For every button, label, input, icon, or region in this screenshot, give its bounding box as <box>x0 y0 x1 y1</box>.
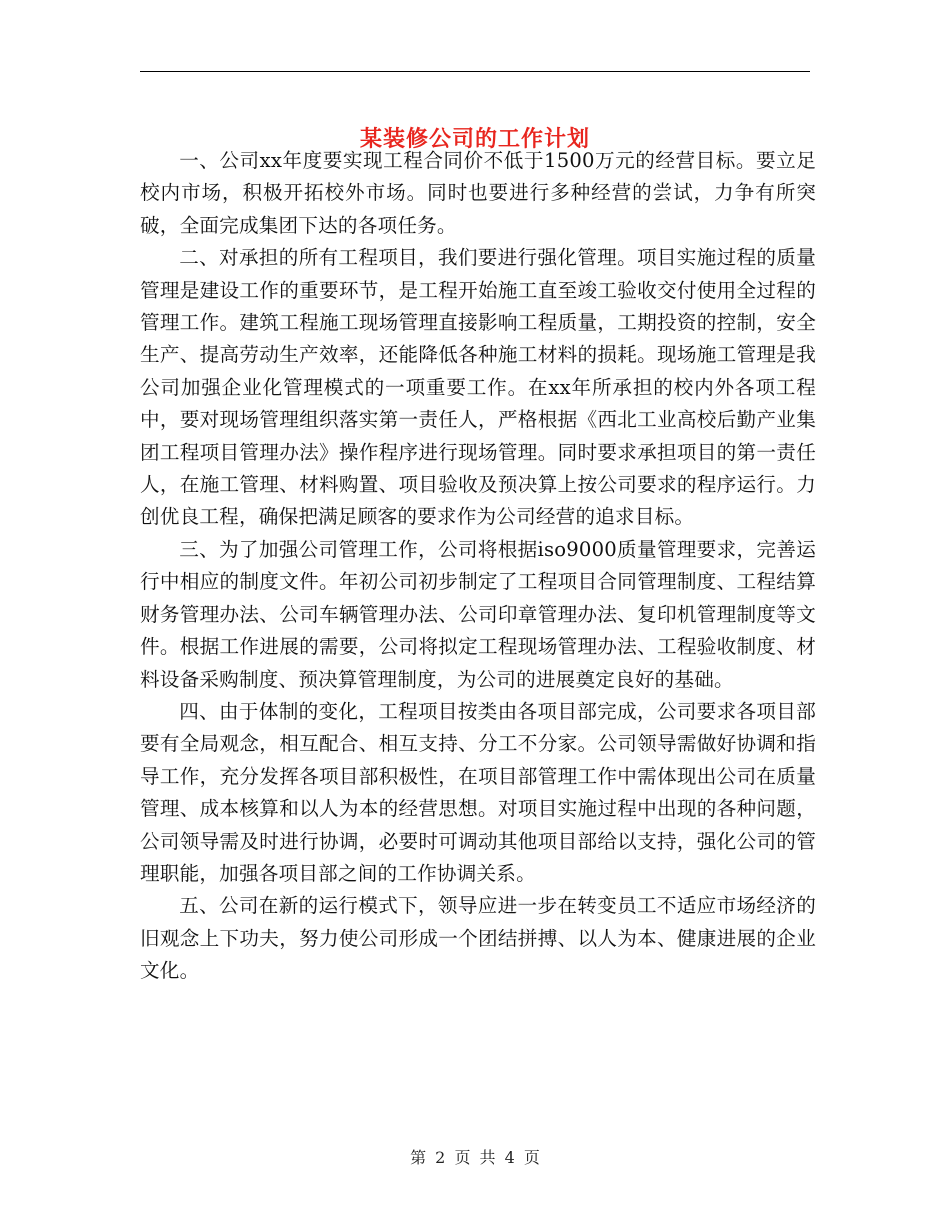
paragraph-1: 一、公司xx年度要实现工程合同价不低于1500万元的经营目标。要立足校内市场，积极开拓校外市场。同时也要进行多种经营的尝试，力争有所突破，全面完成集团下达的各项任务。 <box>140 149 816 237</box>
header-rule <box>140 71 810 72</box>
paragraph-5: 五、公司在新的运行模式下，领导应进一步在转变员工不适应市场经济的旧观念上下功夫，努力使公司形成一个团结拼搏、以人为本、健康进展的企业文化。 <box>140 894 816 983</box>
document-body <box>140 145 816 988</box>
document-title: 某装修公司的工作计划 <box>359 125 590 152</box>
paragraph-4: 四、由于体制的变化，工程项目按类由各项目部完成，公司要求各项目部要有全局观念，相互配合、相互支持、分工不分家。公司领导需做好协调和指导工作，充分发挥各项目部积极性，在项目部管理工作中需体现出公司在质量管理、成本核算和以人为本的经营思想。对项目实施过程中出现的各种问题，公司领导需及时进行协调，必要时可调动其他项目部给以支持，强化公司的管理职能，加强各项目部之间的工作协调关系。 <box>140 699 816 885</box>
paragraph-2: 二、对承担的所有工程项目，我们要进行强化管理。项目实施过程的质量管理是建设工作的重要环节，是工程开始施工直至竣工验收交付使用全过程的管理工作。建筑工程施工现场管理直接影响工程质量，工期投资的控制，安全生产、提高劳动生产效率，还能降低各种施工材料的损耗。现场施工管理是我公司加强企业化管理模式的一项重要工作。在xx年所承担的校内外各项工程中，要对现场管理组织落实第一责任人，严格根据《西北工业高校后勤产业集团工程项目管理办法》操作程序进行现场管理。同时要求承担项目的第一责任人，在施工管理、材料购置、项目验收及预决算上按公司要求的程序运行。力创优良工程，确保把满足顾客的要求作为公司经营的追求目标。 <box>140 246 816 529</box>
paragraph-3: 三、为了加强公司管理工作，公司将根据iso9000质量管理要求，完善运行中相应的制度文件。年初公司初步制定了工程项目合同管理制度、工程结算财务管理办法、公司车辆管理办法、公司印章管理办法、复印机管理制度等文件。根据工作进展的需要，公司将拟定工程现场管理办法、工程验收制度、材料设备采购制度、预决算管理制度，为公司的进展奠定良好的基础。 <box>140 537 816 691</box>
page-number-footer: 第 2 页 共 4 页 <box>410 1148 540 1167</box>
